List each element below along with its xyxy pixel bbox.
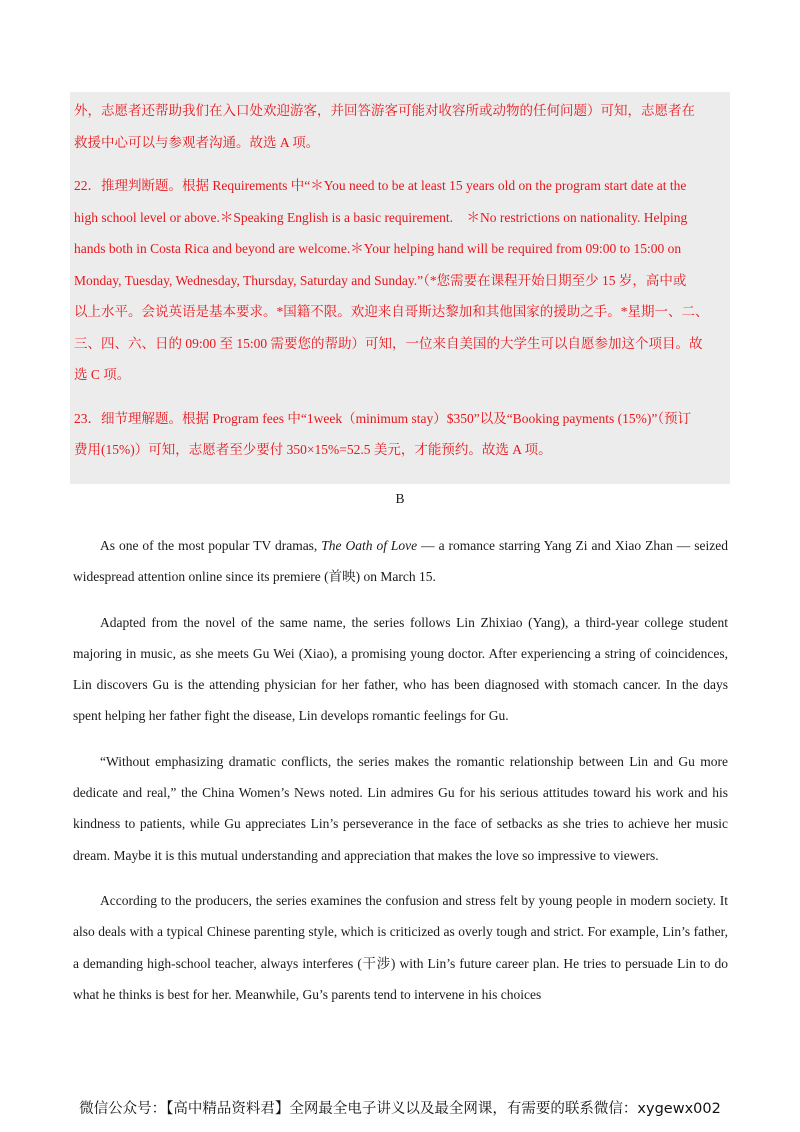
answer-line: 救援中心可以与参观者沟通。故选 A 项。 [74, 134, 320, 150]
answer-line: 23．细节理解题。根据 Program fees 中“1week（minimum stay）$350”以及“Booking payments (15%)”（预订 [74, 410, 692, 426]
answer-line: 三、四、六、日的 09:00 至 15:00 需要您的帮助）可知，一位来自美国的大学生可以自愿参加这个项目。故 [74, 335, 703, 351]
answer-line: Monday, Tuesday, Wednesday, Thursday, Saturday and Sunday.”（*您需要在课程开始日期至少 15 岁，高中或 [74, 272, 687, 288]
answer-line: 22．推理判断题。根据 Requirements 中“＊You need to be at least 15 years old on the program start date at the [74, 178, 687, 193]
answer-line: hands both in Costa Rica and beyond are welcome.＊Your helping hand will be required from 09:00 to 15:00 on [74, 241, 682, 256]
answer-line: 选 C 项。 [74, 367, 131, 382]
paragraph-2: Adapted from the novel of the same name, the series follows Lin Zhixiao (Yang), a third-year college student majoring in music, as she meets Gu Wei (Xiao), a promising young doctor. After experiencing a string of coincidences, Lin discovers Gu is the attending physician for her father, who has been diagnosed with stomach cancer. In the days spent helping her father fight the disease, Lin develops romantic feelings for Gu. [73, 614, 728, 724]
answer-line: 费用(15%)）可知，志愿者至少要付 350×15%=52.5 美元，才能预约。故选 A 项。 [74, 442, 552, 457]
paragraph-1-after: — a romance starring Yang Zi and Xiao Zhan — seized widespread attention online since its premiere (首映) on March 15. [73, 538, 729, 585]
paragraph-1 [73, 530, 728, 593]
answer-line: 以上水平。会说英语是基本要求。*国籍不限。欢迎来自哥斯达黎加和其他国家的援助之手。*星期一、二、 [74, 304, 709, 319]
drama-title: The Oath of Love [321, 538, 418, 553]
answer-line: 外，志愿者还帮助我们在入口处欢迎游客，并回答游客可能对收容所或动物的任何问题）可知，志愿者在 [74, 103, 695, 118]
paragraph-4: According to the producers, the series examines the confusion and stress felt by young people in modern society. It also deals with a typical Chinese parenting style, which is criticized as overly tough and strict. For example, Lin’s father, a demanding high-school teacher, always interferes (干涉) with Lin’s future career plan. He tries to persuade Lin to do what he thinks is best for her. Meanwhile, Gu’s parents tend to intervene in his choices [73, 892, 728, 1002]
answer-line: high school level or above.＊Speaking English is a basic requirement. ＊No restrictions on nationality. Helping [74, 209, 688, 225]
footer-watermark: 微信公众号：【高中精品资料君】全网最全电子讲义以及最全网课，有需要的联系微信：xygewx002 [79, 1101, 721, 1117]
answer-q23 [74, 403, 730, 466]
reading-passage [73, 530, 728, 1024]
paragraph-3: “Without emphasizing dramatic conflicts, the series makes the romantic relationship between Lin and Gu more dedicate and real,” the China Women’s News noted. Lin admires Gu for his serious attitudes toward his work and his kindness to patients, while Gu appreciates Lin’s perseverance in the face of setbacks as she tries to achieve her music dream. Maybe it is this mutual understanding and appreciation that makes the love so impressive to viewers. [73, 753, 728, 863]
paragraph-1-before: As one of the most popular TV dramas, [100, 538, 322, 553]
answer-q22 [74, 170, 730, 391]
answer-explanation-box [70, 92, 730, 484]
answer-q21-tail [74, 95, 730, 158]
section-heading: B [395, 491, 405, 506]
